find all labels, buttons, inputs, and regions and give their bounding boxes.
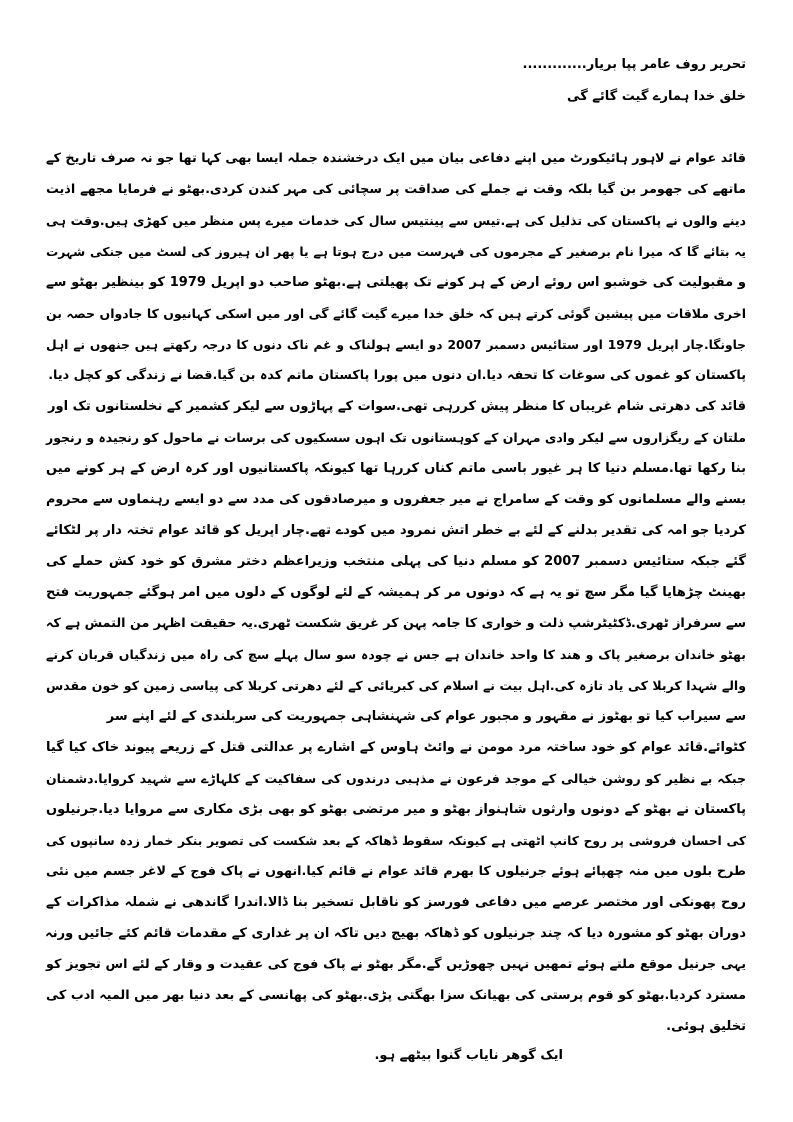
body-line: یہی جرنیل موقع ملتے ہوئے تمھیں نہیں چھوڑیں گے.مگر بھٹو نے پاک فوج کی عقیدت و وقار کے لئے اس تجویز کو	[46, 957, 746, 972]
body-line: تخلیق ہوئی.	[666, 1019, 746, 1034]
body-line: مسترد کردیا.بھٹو کو قوم پرستی کی بھیانک سزا بھگتی پڑی.بھٹو کی پھانسی کے بعد دنیا بھر میں المیہ ادب کی	[46, 988, 746, 1003]
body-line: بھینٹ چڑھایا گیا مگر سچ تو یہ ہے کہ دونوں مر کر ہمیشہ کے لئے لوگوں کے دلوں میں امر ہوگئے جمہوریت فتح	[46, 585, 746, 600]
body-line: سے سرفراز ٹھری.ڈکٹیٹرشپ ذلت و خواری کا جامہ پہن کر غریق شکست ٹھری.یہ حقیقت اظہر من التمش ہے کہ	[45, 616, 746, 631]
body-line: بھٹو خاندان برصغیر پاک و ھند کا واحد خاندان ہے جس نے چودہ سو سال پہلے سچ کی راہ میں زندگیاں قربان کرنے	[46, 647, 746, 662]
body-line: ملتان کے ریگزاروں سے لیکر وادی مہران کے کوہستانوں تک اہوں سسکیوں کی برسات نے ماحول کو رنجیدہ و رنجور	[46, 430, 746, 445]
body-line: کی احسان فروشی پر روح کانپ اٹھتی ہے کیونکہ سقوط ڈھاکہ کے بعد شکست کی تصویر بنکر خمار زدہ سانپوں کی	[46, 834, 746, 848]
body-line: قائد کی دھرتی شام غریباں کا منظر پیش کررہی تھی.سوات کے پہاڑوں سے لیکر کشمیر کے نخلستانوں تک اور	[48, 399, 746, 414]
body-line: دینے والوں نے پاکستان کی تذلیل کی ہے.تیس سے پینتیس سال کی خدمات میرے پس منظر میں کھڑی ہیں.وقت ہی	[46, 213, 746, 228]
body-line: و مقبولیت کی خوشبو اس روئے ارض کے ہر کونے تک پھیلتی ہے.بھٹو صاحب دو اپریل 1979 کو بینظیر بھٹو سے	[46, 275, 746, 290]
body-line: یہ بتائے گا کہ میرا نام برصغیر کے مجرموں کی فہرست میں درج ہوتا ہے یا پھر ان ہیروز کی لسٹ میں جنکی شہرت	[46, 245, 746, 259]
body-line: کٹوائے.قائد عوام کو خود ساختہ مرد مومن نے وائٹ ہاوس کے اشارے پر عدالتی قتل کے زریعے پیوند خاک کیا گیا	[46, 740, 746, 755]
body-line: گئے جبکہ ستائیس دسمبر 2007 کو مسلم دنیا کی پہلی منتخب وزیراعظم دختر مشرق کو خود کش حملے کی	[46, 554, 746, 569]
body-line: دوران بھٹو کو مشورہ دیا کہ چند جرنیلوں کو ڈھاکہ بھیج دیں تاکہ ان پر غداری کے مقدمات قائم کئے جائیں ورنہ	[45, 926, 746, 941]
closing-line: ایک گوھر نایاب گنوا بیٹھے ہو.	[374, 1048, 563, 1063]
body-line: والے شہدا کربلا کی یاد تازہ کی.اہل بیت نے اسلام کی کبریائی کے لئے دھرتی کربلا کی پیاسی زمین کو خون مقدس	[46, 678, 746, 693]
body-line: بسنے والے مسلمانوں کو وقت کے سامراج نے میر جعفروں و میرصادقوں کی مدد سے دو ایسے رہنماوں سے محروم	[46, 492, 746, 507]
body-line: پاکستان کو غموں کی سوغات کا تحفہ دیا.ان دنوں میں پورا پاکستان ماتم کدہ بن گیا.قضا نے زندگی کو کچل دیا.	[48, 368, 746, 383]
body-line: بنا رکھا تھا.مسلم دنیا کا ہر غیور باسی ماتم کناں کررہا تھا کیونکہ پاکستانیوں اور کرہ ارض کے ہر کونے میں	[46, 461, 746, 476]
body-line: ماتھے کی جھومر بن گیا بلکہ وقت نے جملے کی صداقت پر سچائی کی مہر کندن کردی.بھٹو نے فرمایا مجھے اذیت	[46, 182, 746, 197]
body-line: پاکستان نے بھٹو کے دونوں وارثوں شاہنواز بھٹو و میر مرتضی بھٹو کو بھی بڑی مکاری سے مروایا دیا.جرنیلوں	[46, 802, 746, 817]
body-line: روح پھونکی اور مختصر عرصے میں دفاعی فورسز کو ناقابل تسخیر بنا ڈالا.اندرا گاندھی نے شملہ مذاکرات کے	[46, 895, 746, 910]
body-line: اخری ملاقات میں پیشین گوئی کرتے ہیں کہ خلق خدا میرے گیت گائے گی اور میں اسکی کہانیوں کا جادواں حصہ بن	[46, 306, 746, 321]
byline: تحریر روف عامر پپا بریار.............	[522, 57, 746, 72]
body-line: جبکہ بے نظیر کو روشن خیالی کے موجد فرعون نے مذہبی درندوں کی سفاکیت کے کلہاڑے سے شہید کروایا.دشمنان	[46, 771, 746, 786]
body-line: سے سیراب کیا تو بھٹوز نے مقہور و مجبور عوام کی شہنشاہی جمہوریت کی سربلندی کے لئے اپنے سر	[106, 709, 746, 724]
body-line: قائد عوام نے لاہور ہائیکورٹ میں اپنے دفاعی بیان میں ایک درخشندہ جملہ ایسا بھی کہا تھا جو نہ صرف تاریخ کے	[46, 151, 746, 166]
body-line: جاونگا.چار اپریل 1979 اور ستائیس دسمبر 2007 دو ایسے ہولناک و غم ناک دنوں کا درجہ رکھتے ہیں جنھوں نے اہل	[46, 338, 747, 352]
body-line: کردیا جو امہ کی تقدیر بدلنے کے لئے بے خطر اتش نمرود میں کودے تھے.چار اپریل کو قائد عوام تختہ دار پر لٹکائے	[46, 523, 746, 538]
article-title: خلق خدا ہمارے گیت گائے گی	[567, 89, 746, 104]
body-line: طرح بلوں میں منہ چھپائے ہوئے جرنیلوں کا بھرم قائد عوام نے قائم کیا.انھوں نے پاک فوج کے لاغر جسم میں نئی	[46, 864, 746, 879]
